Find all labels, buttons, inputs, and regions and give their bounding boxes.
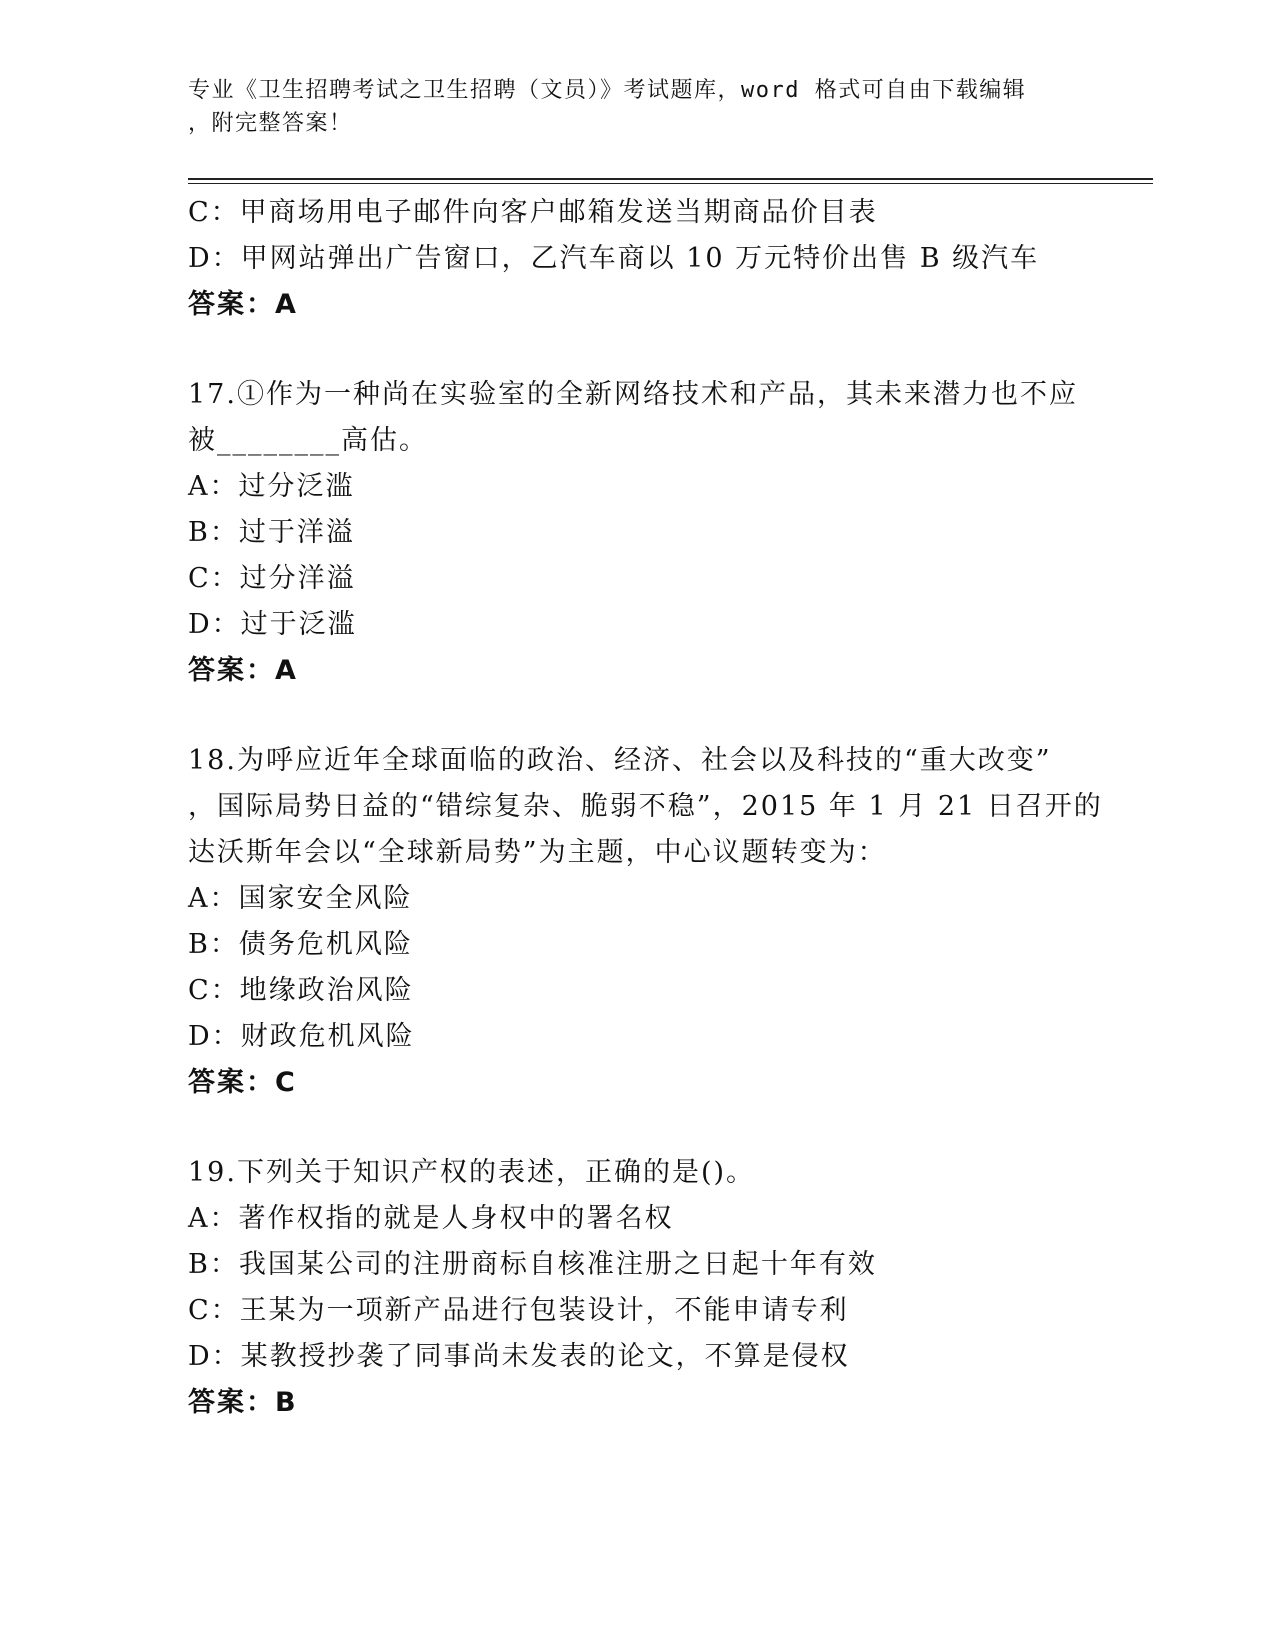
question-19 xyxy=(188,1150,1148,1426)
answer-line: 答案：B xyxy=(188,1387,298,1418)
option-d: D：过于泛滥 xyxy=(188,609,357,640)
answer-line: 答案：C xyxy=(188,1067,297,1098)
option-c: C：甲商场用电子邮件向客户邮箱发送当期商品价目表 xyxy=(188,197,878,228)
option-d: D：某教授抄袭了同事尚未发表的论文，不算是侵权 xyxy=(188,1341,850,1372)
header-rule-thick xyxy=(188,178,1153,180)
option-b: B：我国某公司的注册商标自核准注册之日起十年有效 xyxy=(188,1249,877,1280)
option-c: C：地缘政治风险 xyxy=(188,975,414,1006)
option-d: D：财政危机风险 xyxy=(188,1021,415,1052)
option-c: C：王某为一项新产品进行包装设计，不能申请专利 xyxy=(188,1295,849,1326)
option-c: C：过分洋溢 xyxy=(188,563,356,594)
answer-line: 答案：A xyxy=(188,289,298,320)
question-18 xyxy=(188,738,1148,1106)
question-stem-line: 被________高估。 xyxy=(188,425,428,456)
question-stem-line: 17.①作为一种尚在实验室的全新网络技术和产品，其未来潜力也不应 xyxy=(188,379,1078,410)
question-stem-line: 18.为呼应近年全球面临的政治、经济、社会以及科技的“重大改变” xyxy=(188,745,1052,776)
header-line-1: 专业《卫生招聘考试之卫生招聘（文员）》考试题库，word 格式可自由下载编辑 xyxy=(188,78,1027,103)
document-header xyxy=(188,74,1088,140)
header-line-2: ，附完整答案！ xyxy=(188,111,353,136)
option-a: A：著作权指的就是人身权中的署名权 xyxy=(188,1203,674,1234)
question-stem-line: 19.下列关于知识产权的表述，正确的是()。 xyxy=(188,1157,756,1188)
question-stem-line: ，国际局势日益的“错综复杂、脆弱不稳”，2015 年 1 月 21 日召开的 xyxy=(188,791,1103,822)
option-b: B：过于洋溢 xyxy=(188,517,355,548)
option-d: D：甲网站弹出广告窗口，乙汽车商以 10 万元特价出售 B 级汽车 xyxy=(188,243,1040,274)
option-b: B：债务危机风险 xyxy=(188,929,413,960)
answer-line: 答案：A xyxy=(188,655,298,686)
previous-question-tail xyxy=(188,190,1148,328)
header-rule-thin xyxy=(188,183,1153,184)
question-list xyxy=(188,190,1148,1426)
question-stem-line: 达沃斯年会以“全球新局势”为主题，中心议题转变为： xyxy=(188,837,887,868)
option-a: A：国家安全风险 xyxy=(188,883,413,914)
option-a: A：过分泛滥 xyxy=(188,471,355,502)
question-17 xyxy=(188,372,1148,694)
